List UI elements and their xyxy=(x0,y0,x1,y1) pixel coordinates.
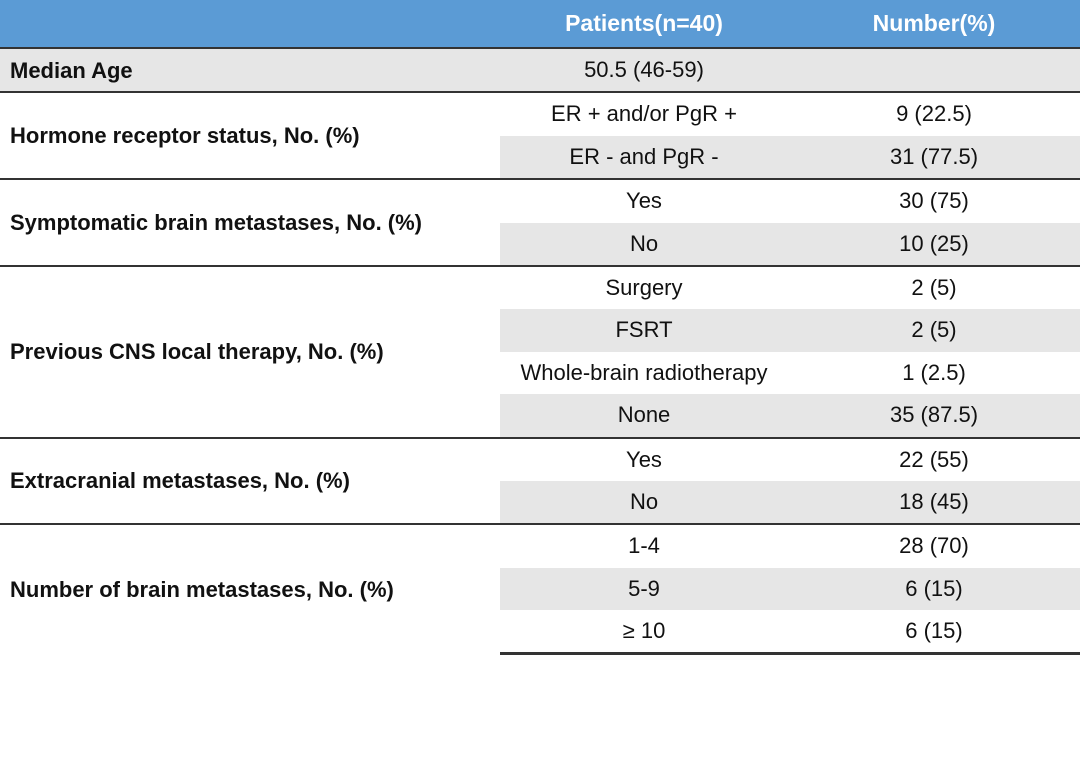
table-row xyxy=(0,92,1080,135)
row-sub-cns-none: None xyxy=(500,394,788,437)
row-num-median-age xyxy=(788,48,1080,92)
row-sub-cns-fsrt: FSRT xyxy=(500,309,788,351)
row-sub-median-age: 50.5 (46-59) xyxy=(500,48,788,92)
header-cell-number: Number(%) xyxy=(788,0,1080,48)
row-num-hormone-er-pgr-negative: 31 (77.5) xyxy=(788,136,1080,179)
row-sub-brain-mets-5-9: 5-9 xyxy=(500,568,788,610)
row-sub-hormone-er-pgr-negative: ER - and PgR - xyxy=(500,136,788,179)
row-num-extracranial-no: 18 (45) xyxy=(788,481,1080,524)
header-row xyxy=(0,0,1080,48)
table-row xyxy=(0,179,1080,222)
table-row xyxy=(0,266,1080,309)
table-row xyxy=(0,438,1080,481)
row-sub-brain-mets-10-plus: ≥ 10 xyxy=(500,610,788,654)
table-row xyxy=(0,524,1080,567)
row-sub-hormone-er-pgr-positive: ER + and/or PgR + xyxy=(500,92,788,135)
row-label-previous-cns-local-therapy: Previous CNS local therapy, No. (%) xyxy=(0,266,500,438)
row-num-cns-none: 35 (87.5) xyxy=(788,394,1080,437)
row-sub-brain-mets-1-4: 1-4 xyxy=(500,524,788,567)
row-num-hormone-er-pgr-positive: 9 (22.5) xyxy=(788,92,1080,135)
row-num-cns-whole-brain-radiotherapy: 1 (2.5) xyxy=(902,359,966,385)
table-row xyxy=(0,48,1080,92)
row-num-brain-mets-5-9: 6 (15) xyxy=(788,568,1080,610)
row-num-symptomatic-no: 10 (25) xyxy=(788,223,1080,266)
row-label-number-of-brain-metastases: Number of brain metastases, No. (%) xyxy=(0,524,500,654)
row-label-median-age: Median Age xyxy=(0,48,500,92)
header-cell-blank xyxy=(0,0,500,48)
header-cell-patients: Patients(n=40) xyxy=(500,0,788,48)
row-label-hormone-receptor-status: Hormone receptor status, No. (%) xyxy=(0,92,500,179)
row-num-symptomatic-yes: 30 (75) xyxy=(788,179,1080,222)
row-num-cns-fsrt: 2 (5) xyxy=(788,309,1080,351)
row-sub-extracranial-no: No xyxy=(500,481,788,524)
table-header xyxy=(0,0,1080,48)
row-sub-symptomatic-no: No xyxy=(500,223,788,266)
row-label-symptomatic-brain-metastases: Symptomatic brain metastases, No. (%) xyxy=(0,179,500,266)
row-num-brain-mets-10-plus: 6 (15) xyxy=(788,610,1080,654)
table-body xyxy=(0,48,1080,654)
row-sub-cns-surgery: Surgery xyxy=(500,266,788,309)
row-sub-extracranial-yes: Yes xyxy=(500,438,788,481)
row-sub-cns-whole-brain-radiotherapy: Whole-brain radiotherapy xyxy=(520,359,768,385)
row-num-cns-surgery: 2 (5) xyxy=(788,266,1080,309)
row-sub-symptomatic-yes: Yes xyxy=(500,179,788,222)
row-num-brain-mets-1-4: 28 (70) xyxy=(788,524,1080,567)
row-num-extracranial-yes: 22 (55) xyxy=(788,438,1080,481)
row-label-extracranial-metastases: Extracranial metastases, No. (%) xyxy=(0,438,500,525)
